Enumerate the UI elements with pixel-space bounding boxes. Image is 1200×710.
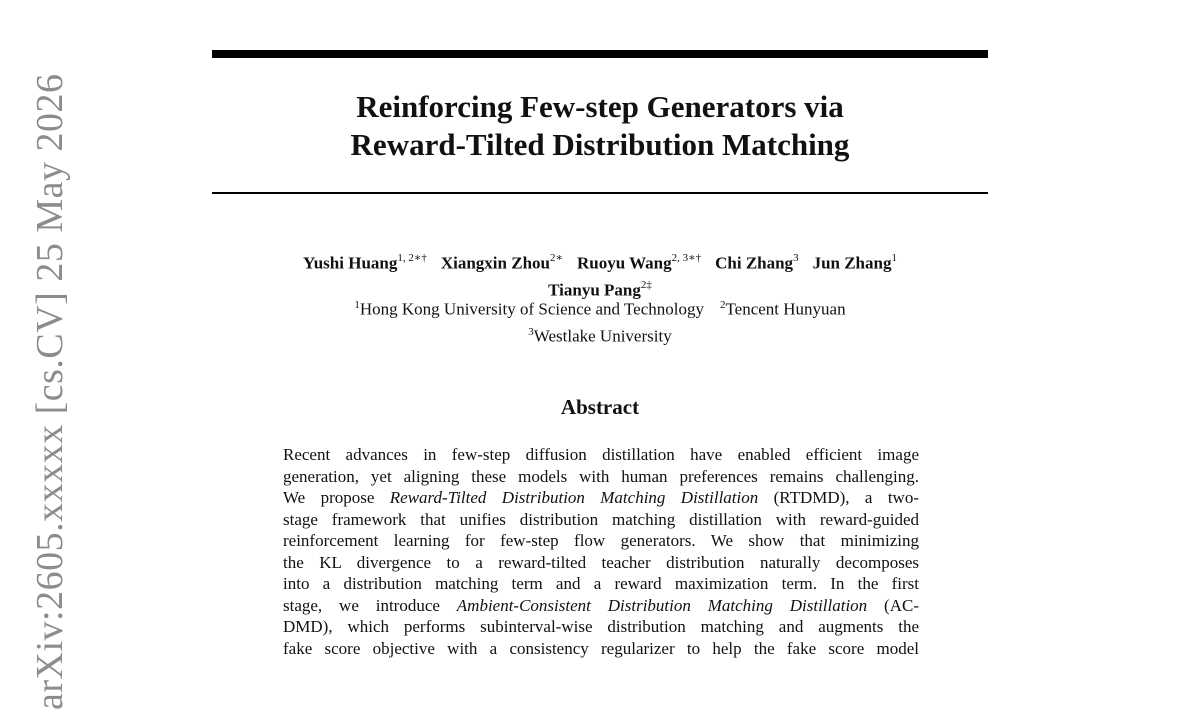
abstract-emphasis: Ambient-Consistent Distribution Matching Distillation [456, 595, 868, 615]
affiliation-name: Westlake University [533, 326, 672, 346]
affiliation [354, 294, 704, 321]
author-name [813, 248, 897, 275]
author-affiliation-mark: 2, 3∗† [671, 252, 702, 264]
author-name [441, 248, 563, 275]
abstract-text: (AC- [867, 595, 919, 615]
author-name-text: Tianyu Pang [548, 280, 641, 300]
author-affiliation-mark: 2∗ [549, 252, 563, 264]
author-name-text: Xiangxin Zhou [440, 253, 550, 273]
affiliation-name: Hong Kong University of Science and Technology [359, 299, 704, 319]
affiliation [720, 294, 846, 321]
affiliation-mark: 3 [528, 325, 534, 338]
abstract-line [283, 444, 919, 466]
abstract-heading: Abstract [560, 395, 640, 419]
author-name [715, 248, 798, 275]
title-line-2: Reward-Tilted Distribution Matching [350, 127, 850, 162]
author-name-text: Chi Zhang [715, 253, 794, 273]
affiliation-list [150, 294, 1050, 347]
abstract-text: stage, we introduce [283, 595, 457, 615]
top-rule [212, 50, 988, 58]
affiliation-row-1 [150, 294, 1050, 321]
abstract-line [283, 638, 919, 660]
title-line-1: Reinforcing Few-step Generators via [356, 89, 844, 124]
author-name-text: Ruoyu Wang [576, 253, 672, 273]
abstract-text: stage framework that unifies distribution matching distillation with reward-guided [283, 509, 919, 529]
abstract-text: We propose [283, 488, 390, 507]
abstract-text: fake score objective with a consistency regularizer to help the fake score model [283, 638, 919, 658]
arxiv-stamp: arXiv:2605.xxxxx [cs.CV] 25 May 2026 [29, 73, 71, 710]
author-row-1 [150, 248, 1050, 275]
abstract-text: Recent advances in few-step diffusion distillation have enabled efficient image [283, 445, 919, 464]
abstract-line [283, 530, 919, 552]
affiliation-name: Tencent Hunyuan [725, 299, 846, 319]
abstract-line [283, 552, 919, 574]
abstract-line [283, 573, 919, 595]
author-name [303, 248, 427, 275]
paper-title [212, 88, 988, 164]
abstract-text: DMD), which performs subinterval-wise distribution matching and augments the [283, 617, 919, 636]
author-name-text: Jun Zhang [812, 253, 892, 273]
title-rule [212, 192, 988, 194]
affiliation [528, 321, 671, 348]
author-affiliation-mark: 1, 2∗† [397, 252, 427, 264]
abstract-body [283, 444, 919, 659]
abstract-line [283, 616, 919, 638]
abstract-text: (RTDMD), a two- [758, 488, 919, 507]
abstract-emphasis: Reward-Tilted Distribution Matching Distillation [389, 488, 759, 507]
abstract-line [283, 595, 919, 617]
author-affiliation-mark: 2‡ [640, 278, 652, 291]
author-affiliation-mark: 1 [891, 252, 897, 264]
author-name-text: Yushi Huang [303, 253, 398, 273]
abstract-line [283, 487, 919, 509]
author-name [577, 248, 701, 275]
abstract-line [283, 466, 919, 488]
abstract-text: the KL divergence to a reward-tilted teacher distribution naturally decomposes [283, 552, 919, 572]
abstract-text: generation, yet aligning these models with human preferences remains challenging. [283, 466, 919, 486]
affiliation-mark: 1 [354, 299, 360, 311]
affiliation-mark: 2 [719, 299, 726, 311]
author-affiliation-mark: 3 [793, 252, 799, 264]
abstract-text: reinforcement learning for few-step flow generators. We show that minimizing [283, 531, 919, 550]
abstract-line [283, 509, 919, 531]
abstract-text: into a distribution matching term and a reward maximization term. In the first [283, 574, 919, 593]
affiliation-row-2 [150, 321, 1050, 348]
